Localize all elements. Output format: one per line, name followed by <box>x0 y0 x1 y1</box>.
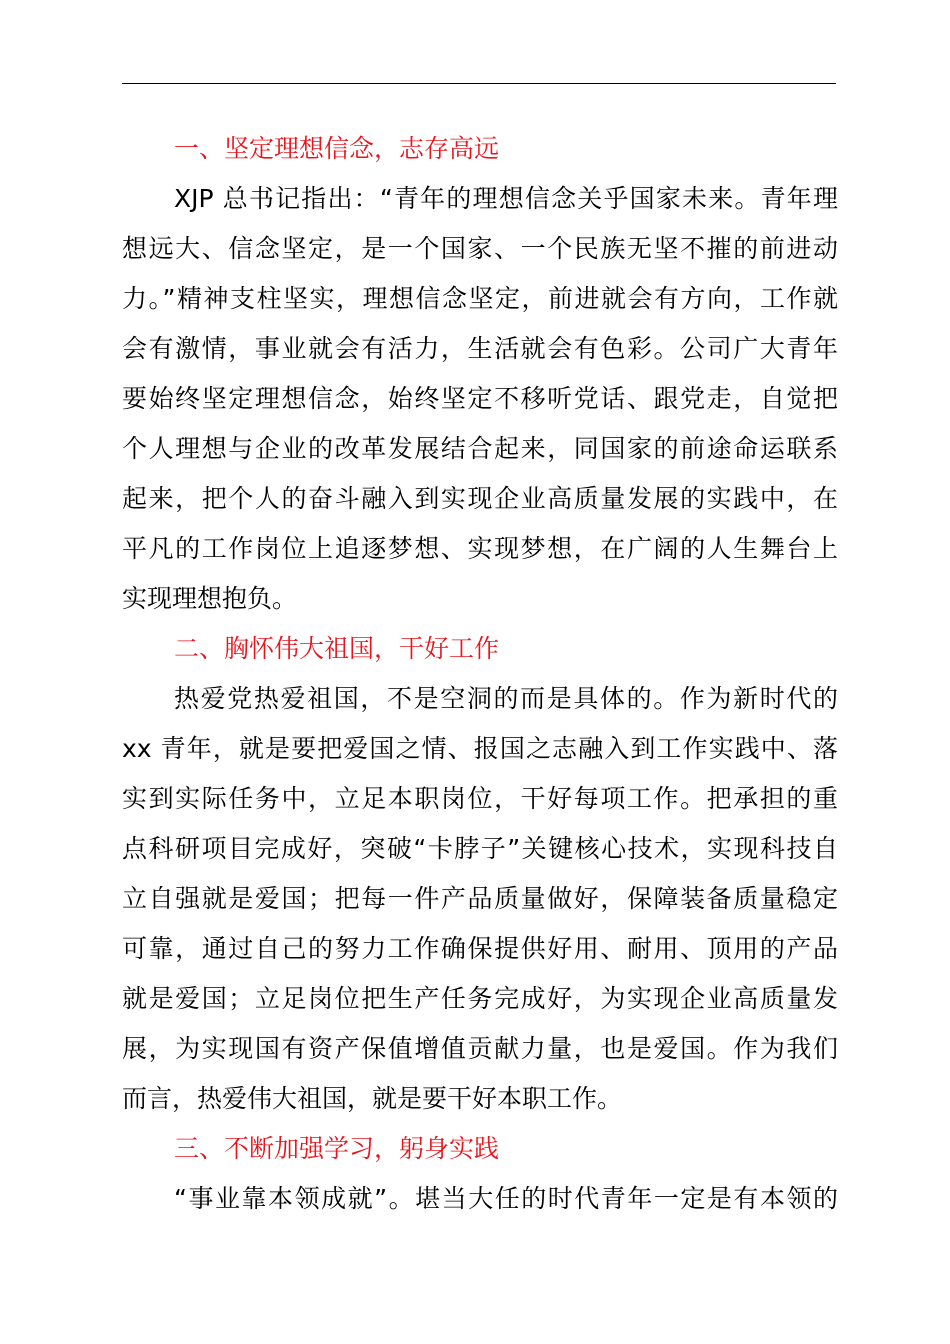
paragraph-line: 想远大、信念坚定，是一个国家、一个民族无坚不摧的前进动 <box>122 234 838 263</box>
document-body <box>122 124 838 1224</box>
paragraph-line: 就是爱国；立足岗位把生产任务完成好，为实现企业高质量发 <box>122 984 838 1013</box>
paragraph-line: 会有激情，事业就会有活力，生活就会有色彩。公司广大青年 <box>122 334 838 363</box>
paragraph-line: xx 青年，就是要把爱国之情、报国之志融入到工作实践中、落 <box>122 734 838 763</box>
section-paragraph-1 <box>122 174 838 624</box>
paragraph-line: 实到实际任务中，立足本职岗位，干好每项工作。把承担的重 <box>122 784 838 813</box>
paragraph-line: “事业靠本领成就”。堪当大任的时代青年一定是有本领的 <box>174 1184 838 1213</box>
paragraph-line: 平凡的工作岗位上追逐梦想、实现梦想，在广阔的人生舞台上 <box>122 534 838 563</box>
section-paragraph-2 <box>122 674 838 1124</box>
paragraph-line: 要始终坚定理想信念，始终坚定不移听党话、跟党走，自觉把 <box>122 384 838 413</box>
section-heading-3: 三、不断加强学习，躬身实践 <box>174 1134 500 1163</box>
paragraph-line: 立自强就是爱国；把每一件产品质量做好，保障装备质量稳定 <box>122 884 838 913</box>
paragraph-line: 实现理想抱负。 <box>122 584 298 613</box>
paragraph-line: 起来，把个人的奋斗融入到实现企业高质量发展的实践中，在 <box>122 484 838 513</box>
header-rule <box>122 83 836 84</box>
paragraph-line: 展，为实现国有资产保值增值贡献力量，也是爱国。作为我们 <box>122 1034 838 1063</box>
paragraph-line: 而言，热爱伟大祖国，就是要干好本职工作。 <box>122 1084 623 1113</box>
section-heading-2: 二、胸怀伟大祖国，干好工作 <box>174 634 500 663</box>
paragraph-line: 点科研项目完成好，突破“卡脖子”关键核心技术，实现科技自 <box>122 834 838 863</box>
section-paragraph-3 <box>122 1174 838 1224</box>
paragraph-line: 热爱党热爱祖国，不是空洞的而是具体的。作为新时代的 <box>174 684 838 713</box>
paragraph-line: 力。”精神支柱坚实，理想信念坚定，前进就会有方向，工作就 <box>122 284 838 313</box>
section-heading-1: 一、坚定理想信念，志存高远 <box>174 134 500 163</box>
paragraph-line: XJP 总书记指出：“青年的理想信念关乎国家未来。青年理 <box>174 184 838 213</box>
paragraph-line: 个人理想与企业的改革发展结合起来，同国家的前途命运联系 <box>122 434 838 463</box>
paragraph-line: 可靠，通过自己的努力工作确保提供好用、耐用、顶用的产品 <box>122 934 838 963</box>
